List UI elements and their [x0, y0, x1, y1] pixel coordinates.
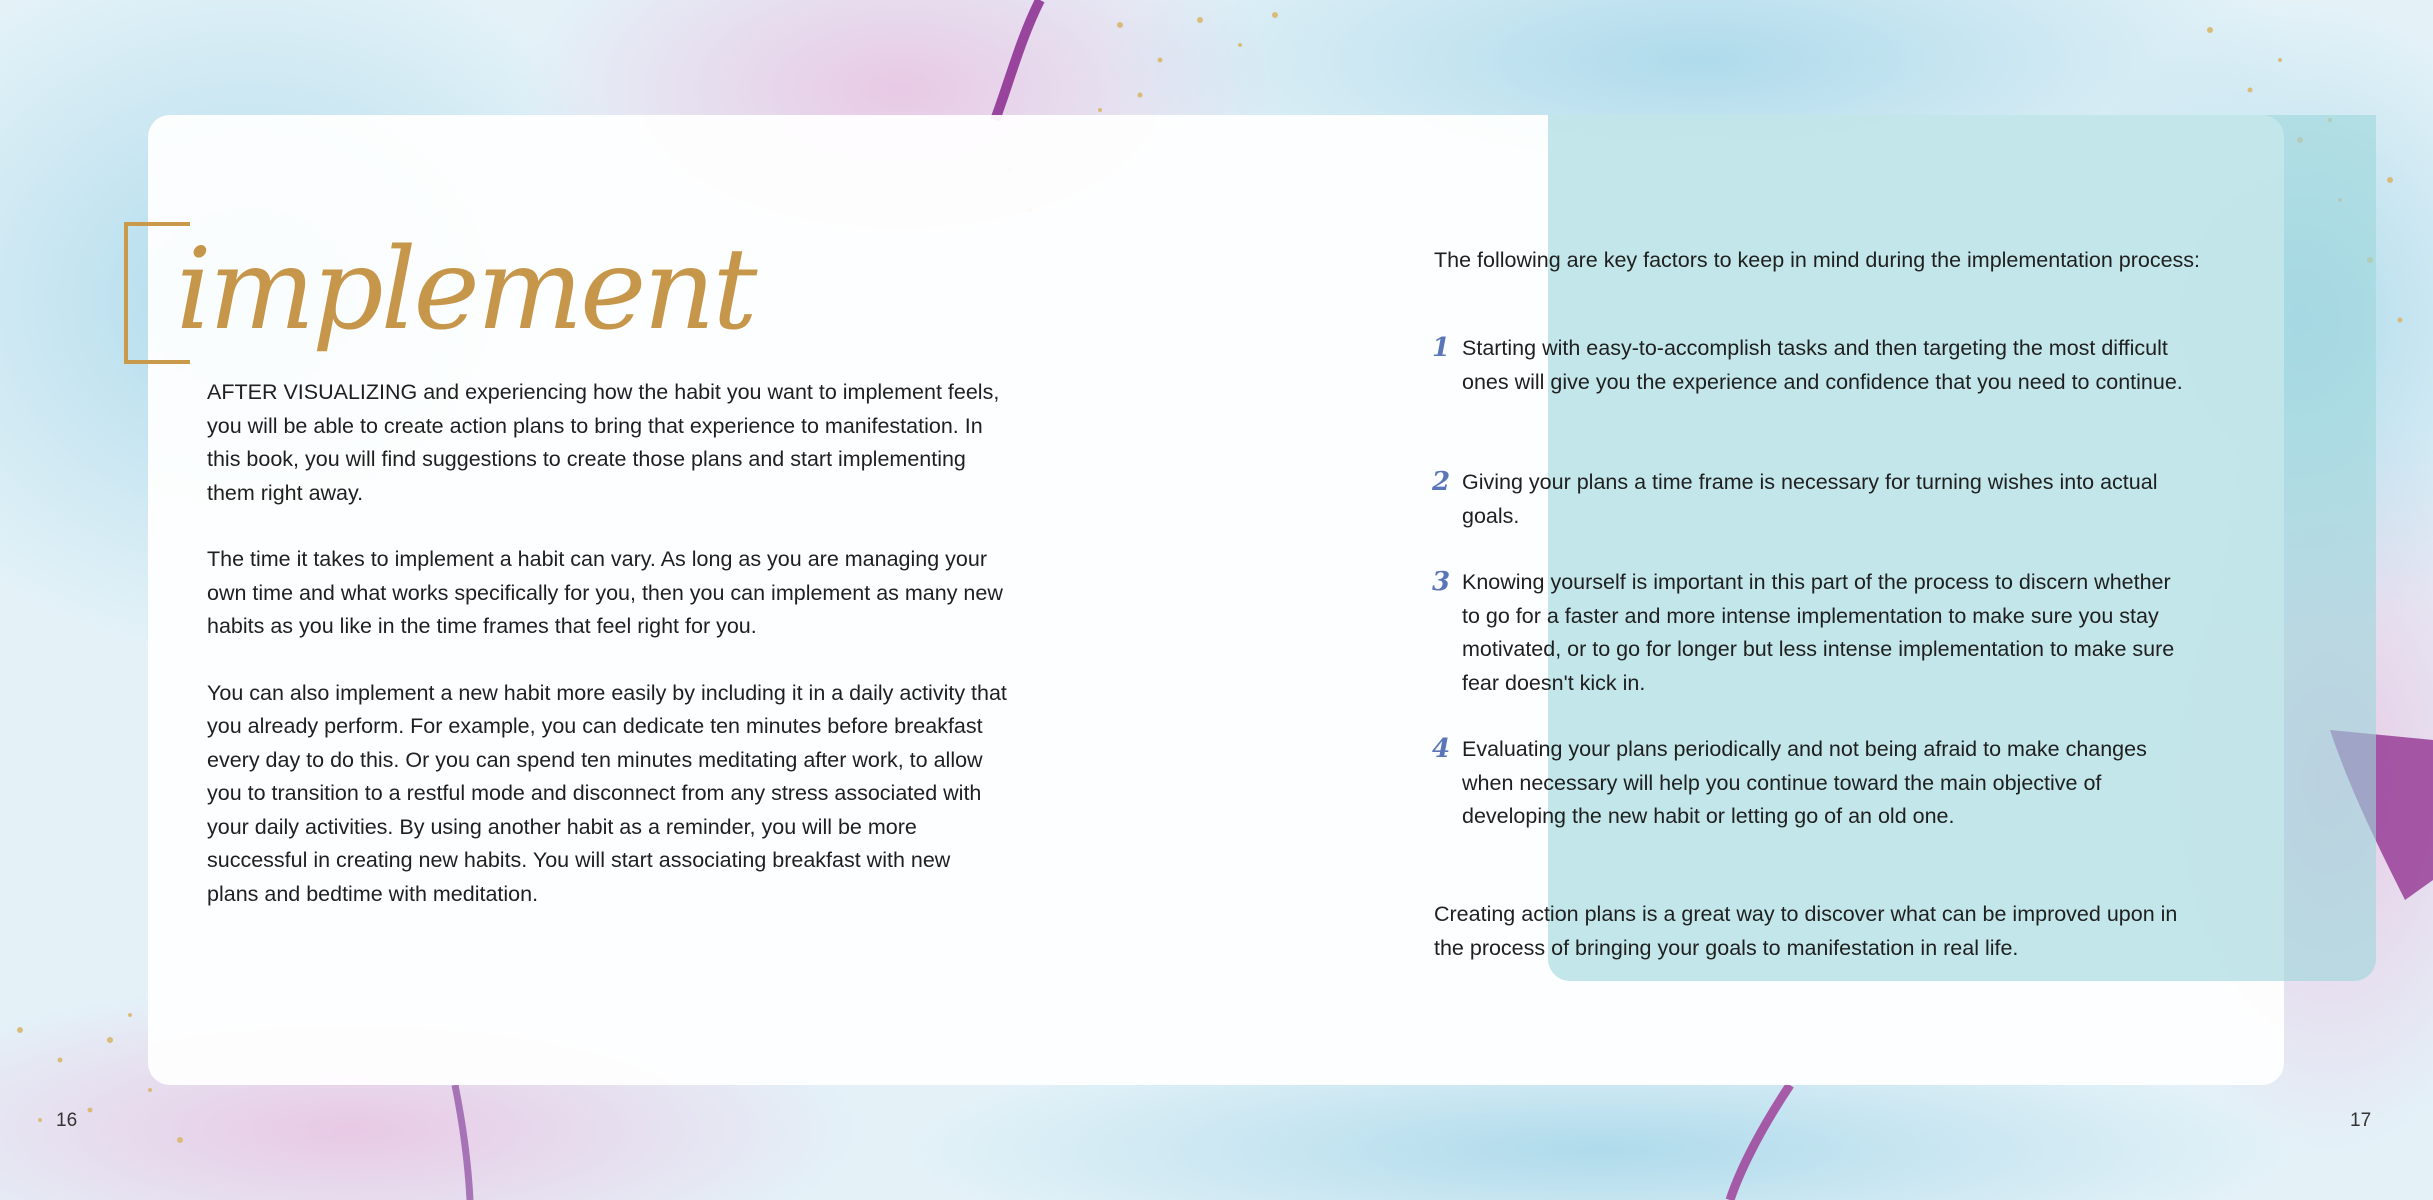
- page-number-left: 16: [56, 1110, 78, 1131]
- item-numeral: 4: [1432, 734, 1451, 764]
- paragraph: The time it takes to implement a habit can vary. As long as you are managing your own time and what works specifically for you, then you can implement as many new habits as you like in the time frames that feel right for you.: [207, 547, 1003, 638]
- key-factor-item: [1432, 332, 2192, 399]
- closing-paragraph: Creating action plans is a great way to discover what can be improved upon in the process of bringing your goals to manifestation in real life.: [1434, 902, 2178, 960]
- item-numeral: 1: [1432, 333, 1451, 363]
- item-numeral: 3: [1432, 567, 1451, 597]
- item-text: Knowing yourself is important in this part of the process to discern whether to go for a faster and more intense implementation to make sure you stay motivated, or to go for longer but less intense implementation to make sure fear doesn't kick in.: [1462, 570, 2175, 695]
- implement-script-title: [176, 230, 796, 370]
- title-script-text: implement: [176, 230, 755, 355]
- key-factor-item: [1432, 466, 2192, 533]
- left-column: [207, 376, 1007, 944]
- paragraph: AFTER VISUALIZING and experiencing how the habit you want to implement feels, you will be able to create action plans to bring that experience to manifestation. In this book, you will find suggestions to create those plans and start implementing them right away.: [207, 380, 1000, 505]
- item-numeral: 2: [1432, 467, 1451, 497]
- item-text: Starting with easy-to-accomplish tasks and then targeting the most difficult ones will give you the experience and confidence that you need to continue.: [1462, 336, 2183, 394]
- page-number-right: 17: [2350, 1110, 2372, 1131]
- item-text: Evaluating your plans periodically and not being afraid to make changes when necessary will help you continue toward the main objective of developing the new habit or letting go of an old one.: [1462, 737, 2147, 828]
- key-factor-item: [1432, 733, 2192, 834]
- item-text: Giving your plans a time frame is necessary for turning wishes into actual goals.: [1462, 470, 2158, 528]
- key-factor-item: [1432, 566, 2192, 700]
- key-factors-intro: The following are key factors to keep in mind during the implementation process:: [1434, 248, 2201, 272]
- paragraph: You can also implement a new habit more easily by including it in a daily activity that you already perform. For example, you can dedicate ten minutes before breakfast every day to do this. Or you can spend ten minutes meditating after work, to allow you to transition to a restful mode and disconnect from any stress associated with your daily activities. By using another habit as a reminder, you will be more successful in creating new habits. You will start associating breakfast with new plans and bedtime with meditation.: [207, 680, 1007, 906]
